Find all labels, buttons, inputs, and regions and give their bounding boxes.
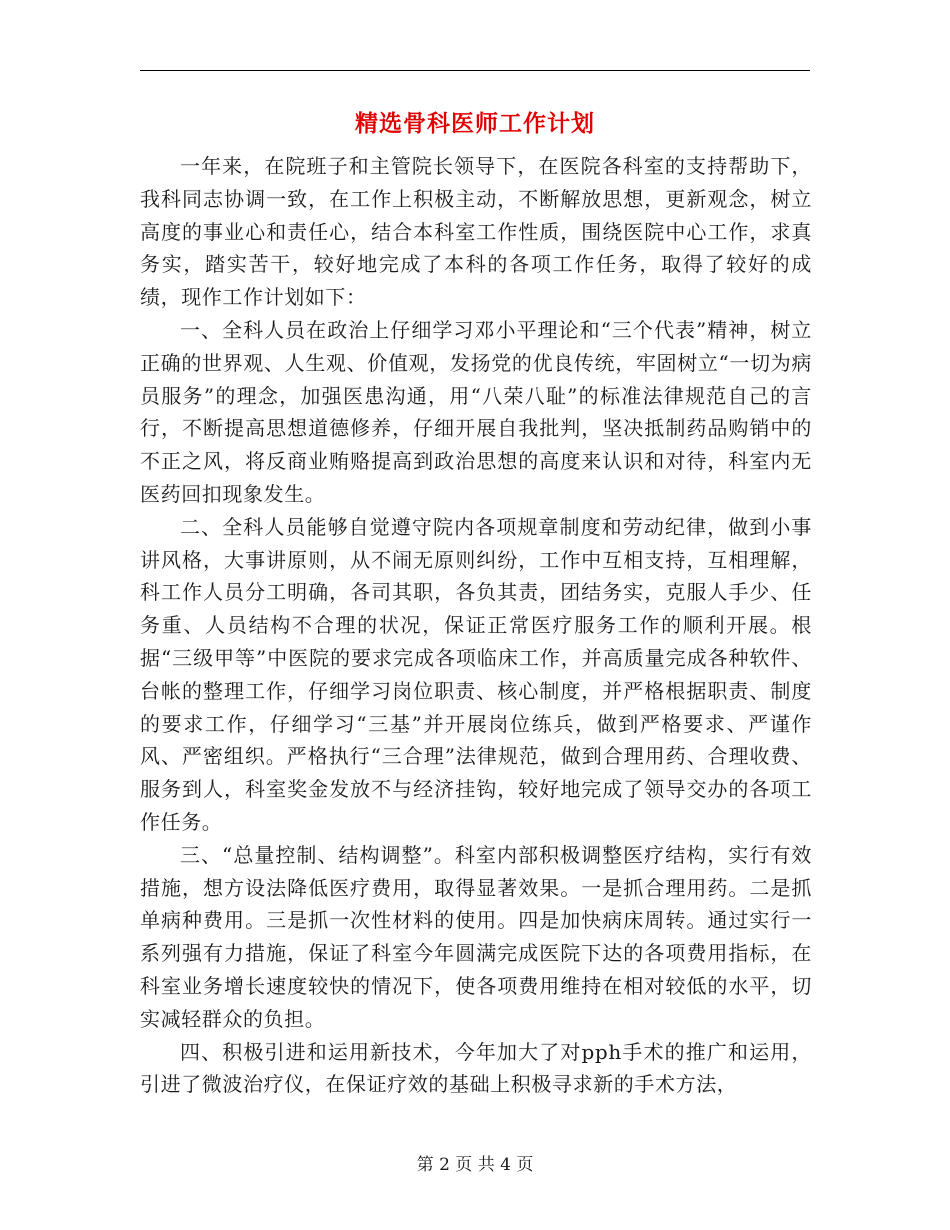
document-body bbox=[140, 150, 812, 1101]
header-rule bbox=[140, 70, 810, 71]
page-number-footer: 第 2 页 共 4 页 bbox=[416, 1155, 534, 1175]
paragraph-section-2: 二、全科人员能够自觉遵守院内各项规章制度和劳动纪律，做到小事讲风格，大事讲原则，从不闹无原则纠纷，工作中互相支持，互相理解，科工作人员分工明确，各司其职，各负其责，团结务实，克服人手少、任务重、人员结构不合理的状况，保证正常医疗服务工作的顺利开展。根据“三级甲等”中医院的要求完成各项临床工作，并高质量完成各种软件、台帐的整理工作，仔细学习岗位职责、核心制度，并严格根据职责、制度的要求工作，仔细学习“三基”并开展岗位练兵，做到严格要求、严谨作风、严密组织。严格执行“三合理”法律规范，做到合理用药、合理收费、服务到人，科室奖金发放不与经济挂钩，较好地完成了领导交办的各项工作任务。 bbox=[140, 514, 812, 834]
paragraph-section-4: 四、积极引进和运用新技术，今年加大了对pph手术的推广和运用，引进了微波治疗仪，在保证疗效的基础上积极寻求新的手术方法， bbox=[140, 1039, 812, 1097]
paragraph-intro: 一年来，在院班子和主管院长领导下，在医院各科室的支持帮助下，我科同志协调一致，在工作上积极主动，不断解放思想，更新观念，树立高度的事业心和责任心，结合本科室工作性质，围绕医院中心工作，求真务实，踏实苦干，较好地完成了本科的各项工作任务，取得了较好的成绩，现作工作计划如下： bbox=[140, 154, 812, 310]
document-title: 精选骨科医师工作计划 bbox=[355, 110, 595, 137]
paragraph-section-3: 三、“总量控制、结构调整”。科室内部积极调整医疗结构，实行有效措施，想方设法降低医疗费用，取得显著效果。一是抓合理用药。二是抓单病种费用。三是抓一次性材料的使用。四是加快病床周转。通过实行一系列强有力措施，保证了科室今年圆满完成医院下达的各项费用指标，在科室业务增长速度较快的情况下，使各项费用维持在相对较低的水平，切实减轻群众的负担。 bbox=[140, 842, 812, 1031]
paragraph-section-1: 一、全科人员在政治上仔细学习邓小平理论和“三个代表”精神，树立正确的世界观、人生观、价值观，发扬党的优良传统，牢固树立“一切为病员服务”的理念，加强医患沟通，用“八荣八耻”的标准法律规范自己的言行，不断提高思想道德修养，仔细开展自我批判，坚决抵制药品购销中的不正之风，将反商业贿赂提高到政治思想的高度来认识和对待，科室内无医药回扣现象发生。 bbox=[140, 317, 812, 506]
